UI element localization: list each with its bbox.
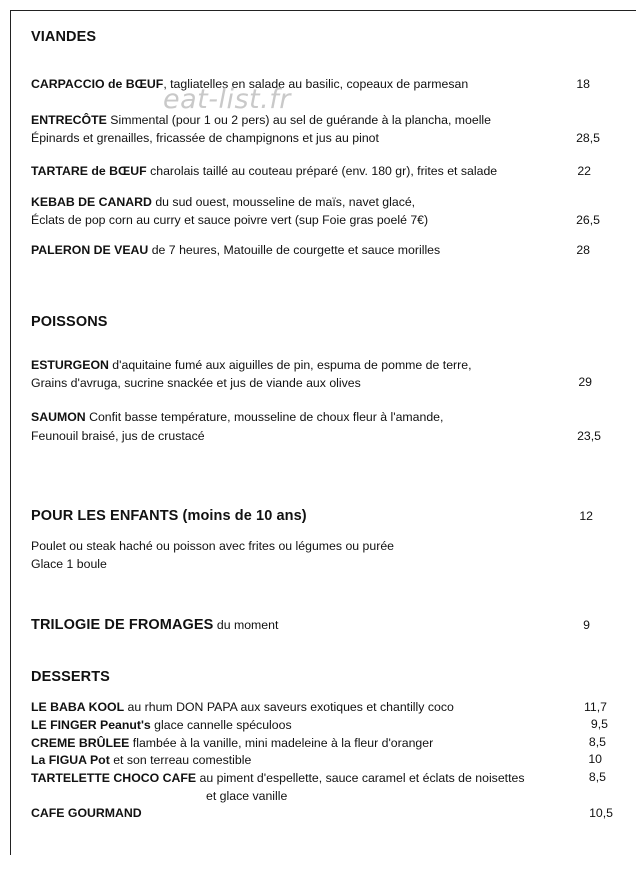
item-name: CAFE GOURMAND bbox=[31, 806, 142, 820]
item-name: SAUMON bbox=[31, 410, 86, 424]
item-name: CREME BRÛLEE bbox=[31, 736, 130, 750]
section-title-viandes: VIANDES bbox=[31, 29, 97, 45]
item-price: 11,7 bbox=[583, 700, 607, 714]
menu-item-kebab bbox=[31, 193, 415, 211]
enfants-description-line1: Poulet ou steak haché ou poisson avec frites ou légumes ou purée bbox=[31, 539, 394, 553]
item-price: 9,5 bbox=[590, 717, 608, 731]
item-name: CARPACCIO de BŒUF bbox=[31, 77, 164, 91]
menu-item-finger bbox=[31, 716, 292, 734]
menu-item-creme-brulee bbox=[31, 734, 433, 752]
item-price: 8,5 bbox=[588, 735, 606, 749]
item-price: 10 bbox=[588, 752, 602, 766]
section-title-fromages: TRILOGIE DE FROMAGES bbox=[31, 617, 214, 633]
menu-item-baba bbox=[31, 698, 454, 716]
item-description: , tagliatelles en salade au basilic, copeaux de parmesan bbox=[163, 77, 469, 91]
item-description: de 7 heures, Matouille de courgette et sauce morilles bbox=[148, 243, 441, 257]
menu-item-figua bbox=[31, 751, 251, 769]
item-price: 12 bbox=[579, 509, 593, 523]
item-description-line2: Feunouil braisé, jus de crustacé bbox=[31, 429, 205, 443]
item-description: du sud ouest, mousseline de maïs, navet glacé, bbox=[151, 195, 416, 209]
item-description: au piment d'espellette, sauce caramel et éclats de noisettes bbox=[196, 771, 525, 785]
menu-item-tartelette bbox=[31, 769, 525, 787]
item-name: ESTURGEON bbox=[31, 358, 109, 372]
item-description: flambée à la vanille, mini madeleine à la fleur d'oranger bbox=[129, 736, 434, 750]
item-price: 29 bbox=[578, 375, 592, 389]
item-price: 18 bbox=[576, 77, 590, 91]
menu-item-entrecote bbox=[31, 111, 491, 129]
item-name: TARTARE de BŒUF bbox=[31, 164, 147, 178]
section-title-poissons: POISSONS bbox=[31, 314, 108, 330]
item-price: 28 bbox=[576, 243, 590, 257]
menu-item-paleron bbox=[31, 241, 440, 259]
item-price: 9 bbox=[583, 618, 590, 632]
menu-item-saumon bbox=[31, 408, 443, 426]
item-name: LE FINGER Peanut's bbox=[31, 718, 151, 732]
item-description: au rhum DON PAPA aux saveurs exotiques et chantilly coco bbox=[124, 700, 454, 714]
item-price: 22 bbox=[577, 164, 591, 178]
item-description: d'aquitaine fumé aux aiguilles de pin, espuma de pomme de terre, bbox=[108, 358, 472, 372]
item-description-line2: Épinards et grenailles, fricassée de champignons et jus au pinot bbox=[31, 131, 379, 145]
section-title-desserts: DESSERTS bbox=[31, 669, 110, 685]
menu-item-cafe-gourmand bbox=[31, 804, 142, 822]
item-description: Confit basse température, mousseline de choux fleur à l'amande, bbox=[85, 410, 444, 424]
section-title-enfants: POUR LES ENFANTS (moins de 10 ans) bbox=[31, 508, 307, 524]
item-name: TARTELETTE CHOCO CAFE bbox=[31, 771, 197, 785]
menu-item-tartare bbox=[31, 162, 497, 180]
watermark: eat-list.fr bbox=[163, 84, 291, 115]
item-price: 23,5 bbox=[577, 429, 601, 443]
item-name: ENTRECÔTE bbox=[31, 113, 107, 127]
item-description: charolais taillé au couteau préparé (env. 180 gr), frites et salade bbox=[146, 164, 498, 178]
item-name: LE BABA KOOL bbox=[31, 700, 125, 714]
item-name: PALERON DE VEAU bbox=[31, 243, 149, 257]
item-description: glace cannelle spéculoos bbox=[150, 718, 292, 732]
item-price: 8,5 bbox=[588, 770, 606, 784]
item-description: du moment bbox=[213, 618, 279, 632]
item-name: La FIGUA Pot bbox=[31, 753, 110, 767]
menu-item-esturgeon bbox=[31, 356, 471, 374]
item-description-line2: Éclats de pop corn au curry et sauce poivre vert (sup Foie gras poelé 7€) bbox=[31, 213, 429, 227]
item-description-line2: et glace vanille bbox=[206, 789, 288, 803]
enfants-description-line2: Glace 1 boule bbox=[31, 557, 107, 571]
item-description: et son terreau comestible bbox=[109, 753, 252, 767]
item-description: Simmental (pour 1 ou 2 pers) au sel de guérande à la plancha, moelle bbox=[106, 113, 492, 127]
item-description-line2: Grains d'avruga, sucrine snackée et jus de viande aux olives bbox=[31, 376, 361, 390]
item-price: 10,5 bbox=[589, 806, 613, 820]
item-price: 28,5 bbox=[576, 131, 600, 145]
section-fromages bbox=[31, 616, 278, 634]
item-price: 26,5 bbox=[576, 213, 600, 227]
item-name: KEBAB DE CANARD bbox=[31, 195, 152, 209]
